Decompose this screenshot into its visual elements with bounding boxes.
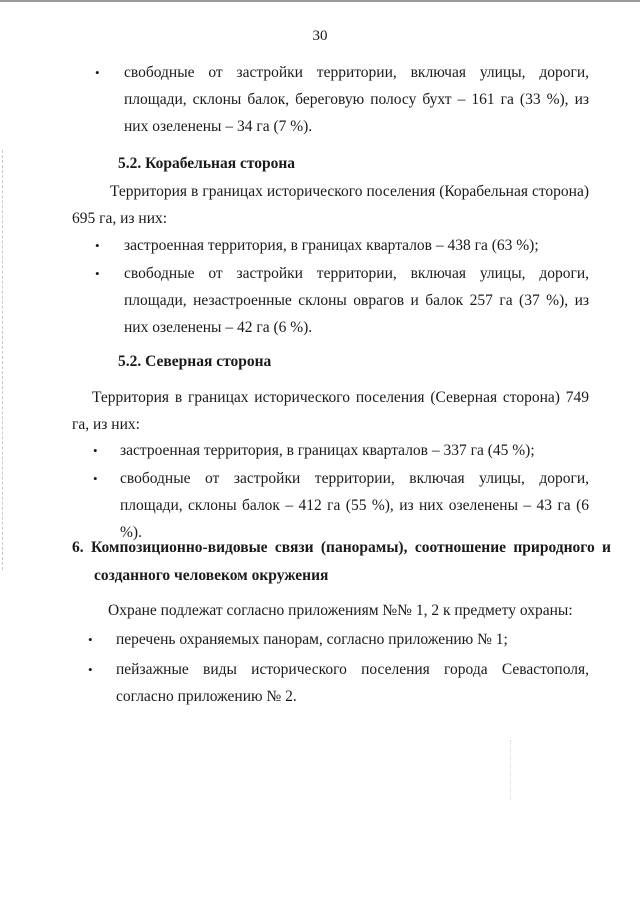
section-6-bullet-1: перечень охраняемых панорам, согласно приложению № 1;	[116, 631, 508, 648]
section-heading-severnaya: 5.2. Северная сторона	[118, 353, 272, 370]
scan-artifact	[510, 740, 512, 800]
bullet-marker: •	[88, 632, 93, 647]
bullet-marker: •	[95, 238, 100, 253]
korabelnaya-paragraph: Территория в границах исторического поселения (Корабельная сторона) 695 га, из них:	[72, 183, 589, 227]
bullet-marker: •	[88, 662, 93, 677]
section-6-bullet-2: пейзажные виды исторического поселения города Севастополя, согласно приложению № 2.	[116, 661, 589, 705]
bullet-marker: •	[95, 65, 100, 80]
bullet-marker: •	[95, 266, 100, 281]
section-6-paragraph: Охране подлежат согласно приложениям №№ 1, 2 к предмету охраны:	[108, 602, 573, 619]
korabelnaya-bullet-1: застроенная территория, в границах кварталов – 438 га (63 %);	[124, 237, 539, 254]
korabelnaya-bullet-2: свободные от застройки территории, включая улицы, дороги, площади, незастроенные склоны оврагов и балок 257 га (37 %), из них озеленены – 42 га (6 %).	[124, 265, 589, 336]
section-heading-korabelnaya: 5.2. Корабельная сторона	[118, 155, 296, 172]
scan-left-edge	[2, 150, 5, 570]
severnaya-paragraph: Территория в границах исторического поселения (Северная сторона) 749 га, из них:	[72, 389, 589, 433]
scan-top-edge	[0, 0, 640, 2]
severnaya-bullet-1: застроенная территория, в границах кварталов – 337 га (45 %);	[120, 442, 535, 459]
page-number: 30	[312, 28, 328, 44]
bullet-marker: •	[93, 443, 98, 458]
intro-bullet-text: свободные от застройки территории, включая улицы, дороги, площади, склоны балок, береговую полосу бухт – 161 га (33 %), из них озеленены – 34 га (7 %).	[124, 64, 589, 135]
severnaya-bullet-2: свободные от застройки территории, включая улицы, дороги, площади, склоны балок – 412 га (55 %), из них озеленены – 43 га (6 %).	[120, 470, 589, 541]
bullet-marker: •	[93, 471, 98, 486]
section-heading-6: 6. Композиционно-видовые связи (панорамы), соотношение природного и созданного человеком окружения	[72, 539, 611, 584]
